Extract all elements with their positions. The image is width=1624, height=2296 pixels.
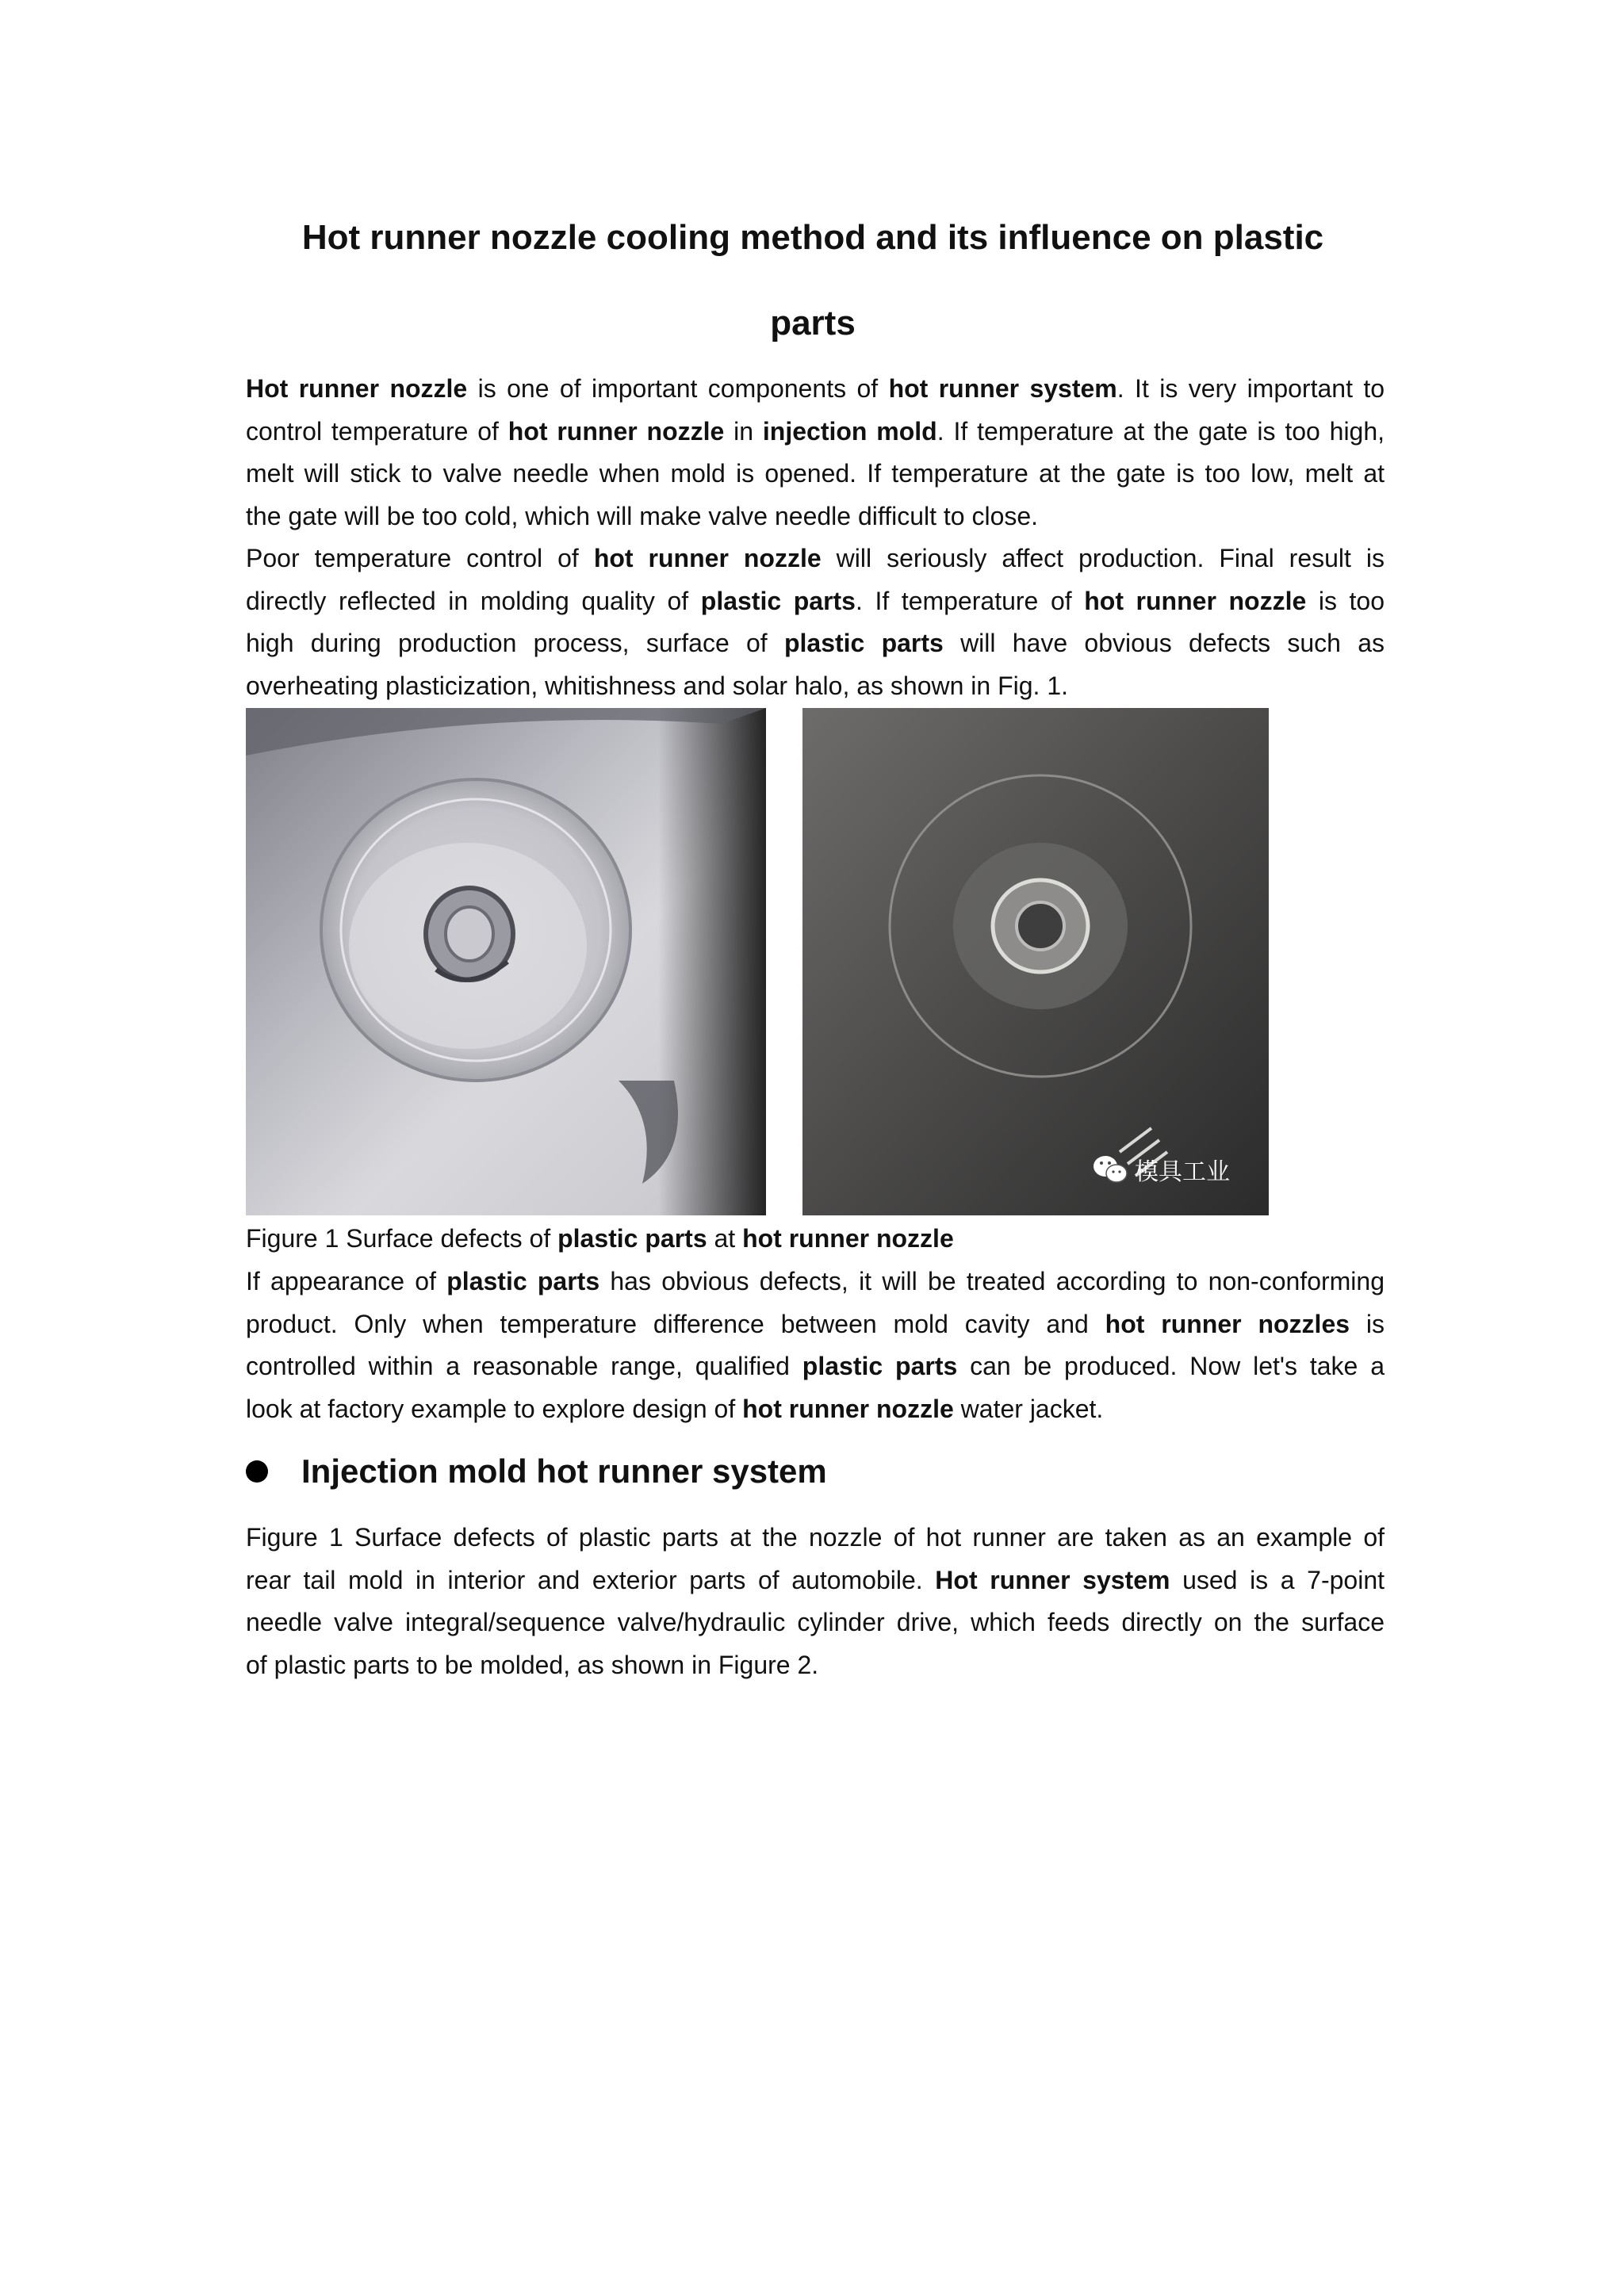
paragraph-intro xyxy=(246,368,1385,538)
text-run: . If temperature at the gate is too high, xyxy=(936,416,1385,446)
bold-term: hot runner nozzle xyxy=(593,544,822,572)
text-run: controlled within a reasonable range, qualified xyxy=(246,1352,802,1380)
text-run: can be produced. Now let's take a xyxy=(957,1352,1385,1380)
text-run: is one of important components of xyxy=(467,374,889,403)
paragraph-line xyxy=(246,622,1385,665)
text-run: will have obvious defects such as xyxy=(943,629,1385,657)
figure-1-caption xyxy=(246,1218,954,1261)
text-run: has obvious defects, it will be treated according to non-conforming xyxy=(599,1267,1385,1295)
figure-1-photo-left xyxy=(246,708,766,1215)
text-run: will seriously affect production. Final result is xyxy=(821,544,1385,572)
paragraph-line: needle valve integral/sequence valve/hydraulic cylinder drive, which feeds directly on the surface xyxy=(246,1608,1385,1636)
text-run: directly reflected in molding quality of xyxy=(246,586,701,615)
text-run: . It is very important to xyxy=(1116,374,1385,403)
text-run: If appearance of xyxy=(246,1267,447,1295)
section-heading xyxy=(246,1448,827,1495)
text-run: at xyxy=(707,1224,743,1253)
text-run: product. Only when temperature difference between mold cavity and xyxy=(246,1309,1105,1338)
bold-term: hot runner nozzle xyxy=(742,1394,954,1423)
paragraph-line xyxy=(246,368,1385,411)
text-run: in xyxy=(724,416,763,446)
paragraph-line xyxy=(246,1559,1385,1602)
bold-term: injection mold xyxy=(762,416,937,446)
bold-term: hot runner nozzle xyxy=(1084,586,1307,615)
bold-term: hot runner nozzle xyxy=(742,1224,954,1253)
bold-term: hot runner nozzle xyxy=(508,416,725,446)
text-run: Figure 1 Surface defects of xyxy=(246,1224,558,1253)
paragraph-line: the gate will be too cold, which will make valve needle difficult to close. xyxy=(246,501,1039,530)
text-run: look at factory example to explore design of xyxy=(246,1394,743,1423)
bold-term: plastic parts xyxy=(783,629,944,657)
paragraph-appearance xyxy=(246,1261,1385,1430)
text-run: . If temperature of xyxy=(855,586,1085,615)
paragraph-line xyxy=(246,1303,1385,1346)
document-title-line-1: Hot runner nozzle cooling method and its influence on plastic xyxy=(301,218,1324,257)
paragraph-temperature-control xyxy=(246,538,1385,707)
paragraph-line xyxy=(246,1261,1385,1303)
paragraph-line xyxy=(246,1388,1385,1431)
paragraph-line xyxy=(246,538,1385,580)
paragraph-line: melt will stick to valve needle when mold is opened. If temperature at the gate is too low, melt at xyxy=(246,459,1385,488)
bold-term: plastic parts xyxy=(802,1352,958,1380)
text-run: used is a 7-point xyxy=(1170,1565,1385,1594)
bold-term: plastic parts xyxy=(700,586,856,615)
text-run: is xyxy=(1350,1309,1385,1338)
bold-term: hot runner system xyxy=(888,374,1117,403)
section-heading-text: Injection mold hot runner system xyxy=(301,1452,827,1490)
figure-watermark xyxy=(1092,1152,1230,1187)
bold-term: Hot runner system xyxy=(935,1565,1170,1594)
paragraph-system-example xyxy=(246,1517,1385,1686)
text-run: rear tail mold in interior and exterior parts of automobile. xyxy=(246,1565,936,1594)
figure-1-photo-right xyxy=(802,708,1269,1215)
text-run: control temperature of xyxy=(246,416,508,446)
text-run: Poor temperature control of xyxy=(246,544,594,572)
bold-term: hot runner nozzles xyxy=(1105,1309,1350,1338)
text-run: high during production process, surface of xyxy=(246,629,784,657)
bold-term: plastic parts xyxy=(446,1267,600,1295)
paragraph-line xyxy=(246,1345,1385,1388)
bold-term: Hot runner nozzle xyxy=(246,374,468,403)
paragraph-line: overheating plasticization, whitishness and solar halo, as shown in Fig. 1. xyxy=(246,671,1069,700)
text-run: water jacket. xyxy=(953,1394,1104,1423)
text-run: is too xyxy=(1306,586,1385,615)
bold-term: plastic parts xyxy=(557,1224,707,1253)
document-title-line-2: parts xyxy=(770,304,856,342)
watermark-text: 模具工业 xyxy=(1135,1158,1230,1186)
paragraph-line xyxy=(246,411,1385,453)
paragraph-line: of plastic parts to be molded, as shown in Figure 2. xyxy=(246,1650,819,1679)
bullet-icon xyxy=(246,1460,268,1483)
wechat-icon xyxy=(1092,1154,1128,1185)
paragraph-line xyxy=(246,580,1385,623)
paragraph-line: Figure 1 Surface defects of plastic parts at the nozzle of hot runner are taken as an example of xyxy=(246,1523,1385,1552)
